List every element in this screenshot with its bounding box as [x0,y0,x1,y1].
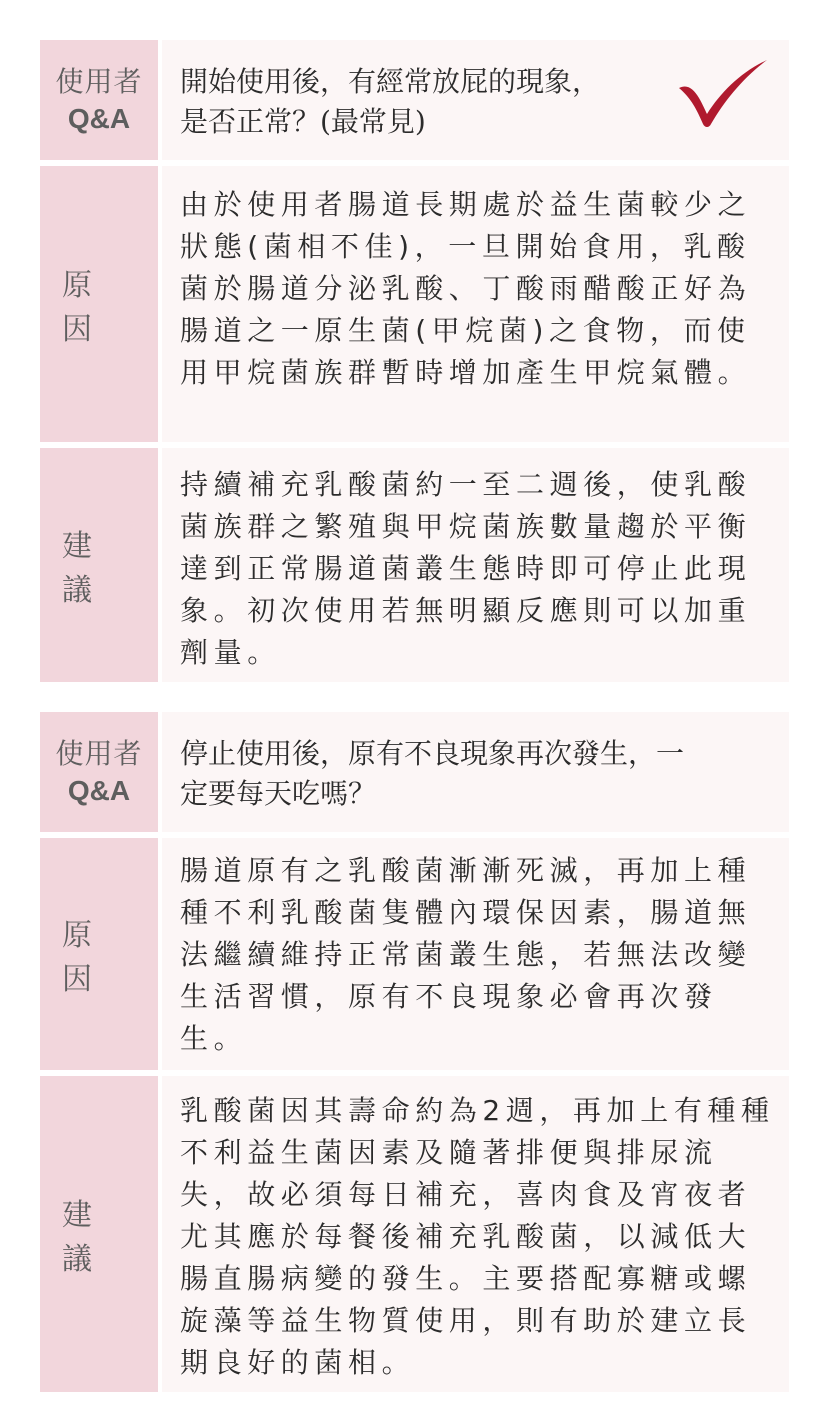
reason-content [162,166,789,442]
qa-label-bottom: Q&A [67,775,131,806]
advice-label-text: 建議 [62,529,114,608]
check-mark-icon [677,58,769,130]
advice-label-text: 建議 [62,1198,114,1277]
qa-label-bottom: Q&A [67,103,131,134]
reason-text: 腸道原有之乳酸菌漸漸死滅，再加上種種不利乳酸菌隻體內環保因素，腸道無法繼續維持正常菌叢生態，若無法改變生活習慣，原有不良現象必會再次發生。 [180,854,752,1055]
qa-label [40,712,158,832]
question-row [40,712,789,832]
reason-row [40,166,789,442]
qa-label [40,40,158,160]
question-content [162,712,789,832]
reason-row [40,838,789,1070]
question-line-2: 是否正常？(最常見) [180,105,426,138]
question-line-2: 定要每天吃嗎？ [180,777,377,810]
advice-row [40,1076,789,1392]
question-line-1: 開始使用後，有經常放屁的現象， [180,65,601,98]
question-row [40,40,789,160]
advice-content [162,448,789,682]
qa-label-top: 使用者 [55,737,143,770]
advice-label [40,1076,158,1392]
reason-label [40,166,158,442]
question-line-1: 停止使用後，原有不良現象再次發生，一 [180,737,685,770]
qa-section-2 [40,712,789,1392]
advice-label [40,448,158,682]
question-content [162,40,789,160]
advice-text: 持續補充乳酸菌約一至二週後，使乳酸菌族群之繁殖與甲烷菌族數量趨於平衡達到正常腸道菌叢生態時即可停止此現象。初次使用若無明顯反應則可以加重劑量。 [180,468,752,669]
question-text [180,734,770,814]
qa-section-1 [40,40,789,682]
reason-label [40,838,158,1070]
advice-row [40,448,789,682]
reason-text: 由於使用者腸道長期處於益生菌較少之狀態(菌相不佳)，一旦開始食用，乳酸菌於腸道分泌乳酸、丁酸雨醋酸正好為腸道之一原生菌(甲烷菌)之食物，而使用甲烷菌族群暫時增加產生甲烷氣體。 [180,188,752,389]
advice-content [162,1076,789,1392]
qa-label-top: 使用者 [55,65,143,98]
reason-content [162,838,789,1070]
advice-text: 乳酸菌因其壽命約為2週，再加上有種種不利益生菌因素及隨著排便與排尿流失，故必須每日補充，喜肉食及宵夜者尤其應於每餐後補充乳酸菌，以減低大腸直腸病變的發生。主要搭配寡糖或螺旋藻等益生物質使用，則有助於建立長期良好的菌相。 [180,1094,775,1379]
reason-label-text: 原因 [62,918,114,997]
reason-label-text: 原因 [62,268,114,347]
